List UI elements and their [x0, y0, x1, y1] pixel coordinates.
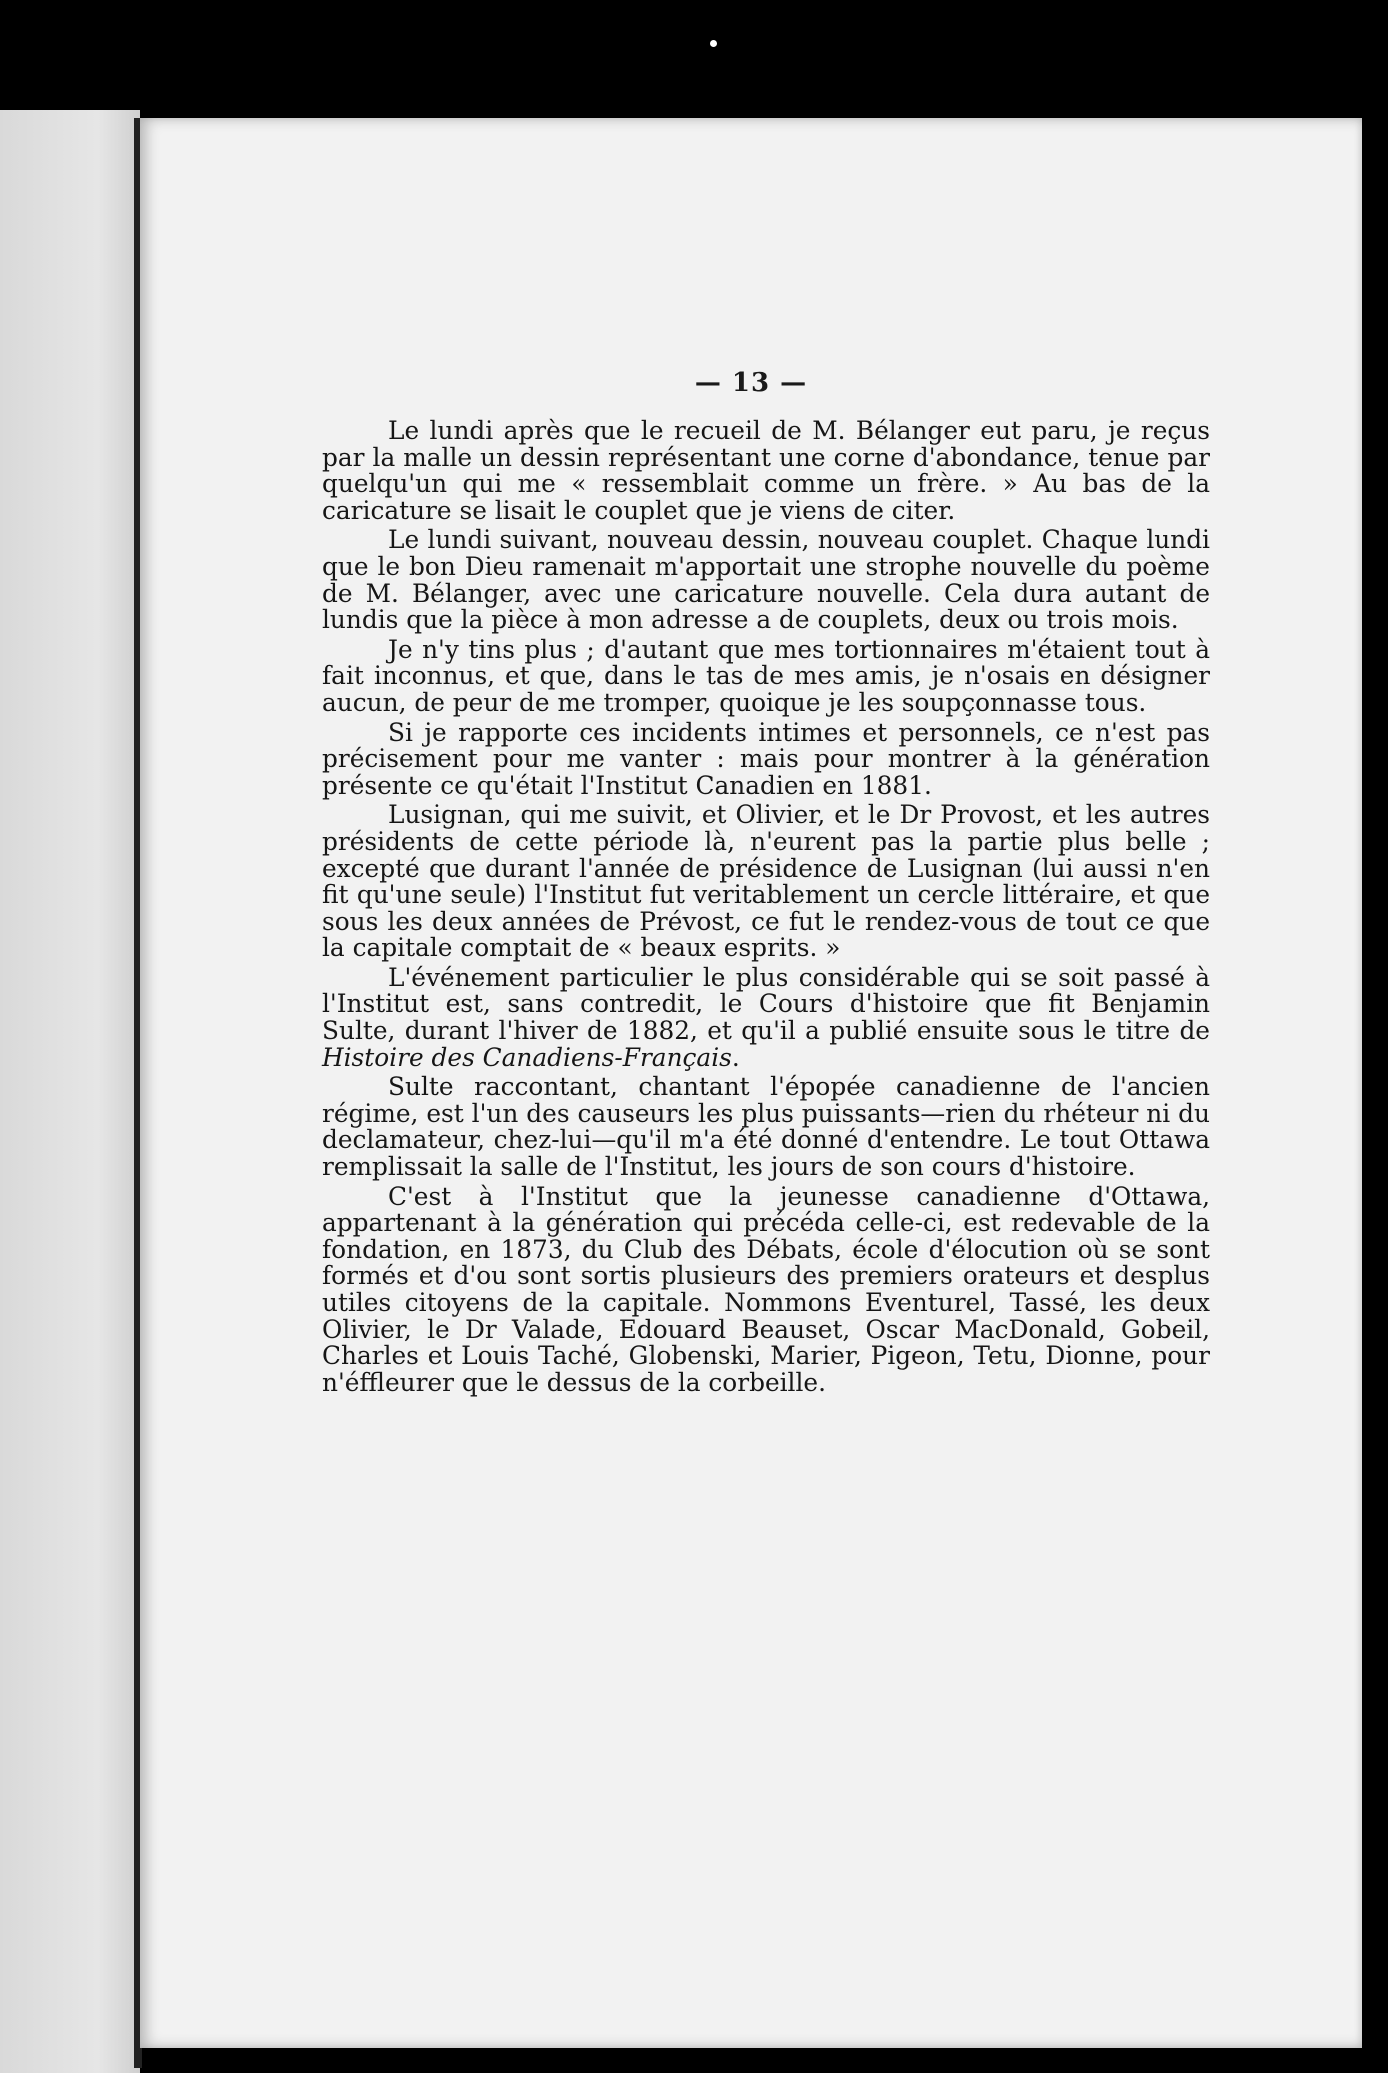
paragraph-7: Sulte raccontant, chantant l'épopée canadienne de l'ancien régime, est l'un des causeurs les plus puissants—rien du rhéteur ni du declamateur, chez-lui—qu'il m'a été donné d'entendre. Le tout Ottawa remplissait la salle de l'Institut, les jours de son cours d'histoire. — [322, 1072, 1210, 1182]
scan-speck — [710, 40, 717, 47]
paragraph-6 — [322, 962, 1210, 1072]
paragraph-6-end: . — [731, 1042, 740, 1072]
previous-page-edge — [0, 110, 140, 2073]
paragraph-1: Le lundi après que le recueil de M. Bélanger eut paru, je reçus par la malle un dessin représentant une corne d'abondance, tenue par quelqu'un qui me « ressemblait comme un frère. » Au bas de la caricature se lisait le couplet que je viens de citer. — [322, 416, 1210, 525]
paragraph-5: Lusignan, qui me suivit, et Olivier, et le Dr Provost, et les autres présidents de cette période là, n'eurent pas la partie plus belle ; excepté que durant l'année de présidence de Lusignan (lui aussi n'en fit qu'une seule) l'Institut fut veritablement un cercle littéraire, et que sous les deux années de Prévost, ce fut le rendez-vous de tout ce que la capitale comptait de « beaux esprits. » — [322, 800, 1210, 963]
paragraph-3: Je n'y tins plus ; d'autant que mes tortionnaires m'étaient tout à fait inconnus, et que, dans le tas de mes amis, je n'osais en désigner aucun, de peur de me tromper, quoique je les soupçonnasse tous. — [322, 634, 1210, 717]
paragraph-8: C'est à l'Institut que la jeunesse canadienne d'Ottawa, appartenant à la génération qui précéda celle-ci, est redevable de la fondation, en 1873, du Club des Débats, école d'élocution où se sont formés et d'ou sont sortis plusieurs des premiers orateurs et desplus utiles citoyens de la capitale. Nommons Eventurel, Tassé, les deux Olivier, le Dr Valade, Edouard Beauset, Oscar MacDonald, Gobeil, Charles et Louis Taché, Globenski, Marier, Pigeon, Tetu, Dionne, pour n'éffleurer que le dessus de la corbeille. — [322, 1181, 1210, 1397]
paragraph-2: Le lundi suivant, nouveau dessin, nouveau couplet. Chaque lundi que le bon Dieu ramenait m'apportait une strophe nouvelle du poème de M. Bélanger, avec une caricature nouvelle. Cela dura autant de lundis que la pièce à mon adresse a de couplets, deux ou trois mois. — [322, 525, 1210, 635]
document-page — [140, 118, 1362, 2048]
body-text — [322, 418, 1210, 1399]
paragraph-4: Si je rapporte ces incidents intimes et personnels, ce n'est pas précisement pour me vanter : mais pour montrer à la génération présente ce qu'était l'Institut Canadien en 1881. — [322, 717, 1210, 800]
book-title: Histoire des Canadiens-Français — [322, 1042, 732, 1072]
paragraph-6-text: L'événement particulier le plus considérable qui se soit passé à l'Institut est, sans contredit, le Cours d'histoire que fit Benjamin Sulte, durant l'hiver de 1882, et qu'il a publié ensuite sous le titre de — [322, 962, 1210, 1046]
page-number: — 13 — — [694, 368, 808, 398]
